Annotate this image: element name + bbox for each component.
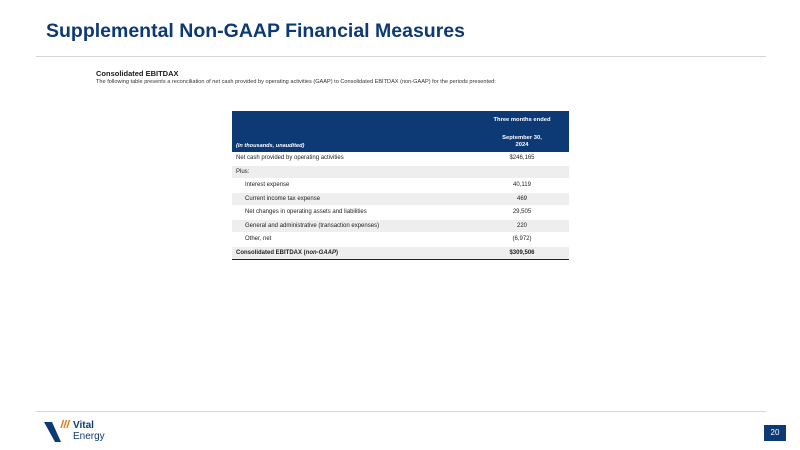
footer-divider <box>36 411 766 412</box>
logo-line-1: Vital <box>73 420 94 431</box>
table-row <box>232 192 569 206</box>
table-row <box>232 206 569 220</box>
row-label: Other, net <box>232 233 475 247</box>
row-value: 469 <box>475 192 569 206</box>
row-value: 29,505 <box>475 206 569 220</box>
table-row <box>232 165 569 179</box>
total-row <box>232 246 569 260</box>
logo-line-2: Energy <box>73 431 105 442</box>
row-label: General and administrative (transaction expenses) <box>232 219 475 233</box>
period-header <box>475 129 569 152</box>
row-label: Current income tax expense <box>232 192 475 206</box>
section-heading: Consolidated EBITDAX <box>96 69 179 78</box>
period-line-1: September 30, <box>502 135 542 141</box>
row-value: $246,165 <box>475 152 569 165</box>
row-value: 40,119 <box>475 179 569 193</box>
units-label: (in thousands, unaudited) <box>236 143 305 149</box>
table-row <box>232 179 569 193</box>
logo-wordmark <box>73 420 105 442</box>
row-value: (6,972) <box>475 233 569 247</box>
table-subheader-row <box>232 129 569 152</box>
page-title: Supplemental Non-GAAP Financial Measures <box>46 20 465 42</box>
period-group-header: Three months ended <box>493 117 551 123</box>
table-row <box>232 233 569 247</box>
table-row <box>232 152 569 165</box>
row-label: Interest expense <box>232 179 475 193</box>
row-label: Net changes in operating assets and liabilities <box>232 206 475 220</box>
total-value: $309,506 <box>475 246 569 260</box>
total-label: Consolidated EBITDAX (non-GAAP) <box>232 246 475 260</box>
header-divider <box>36 56 766 57</box>
ebitdax-reconciliation-table <box>232 111 569 260</box>
row-label: Plus: <box>232 165 475 179</box>
page-number: 20 <box>764 425 786 441</box>
section-description: The following table presents a reconciliation of net cash provided by operating activities (GAAP) to Consolidated EBITDAX (non-GAAP) for the periods presented: <box>96 79 496 85</box>
table-header-row <box>232 111 569 129</box>
row-label: Net cash provided by operating activities <box>232 152 475 165</box>
row-value <box>475 165 569 179</box>
table-row <box>232 219 569 233</box>
row-value: 220 <box>475 219 569 233</box>
period-line-2: 2024 <box>515 142 529 148</box>
